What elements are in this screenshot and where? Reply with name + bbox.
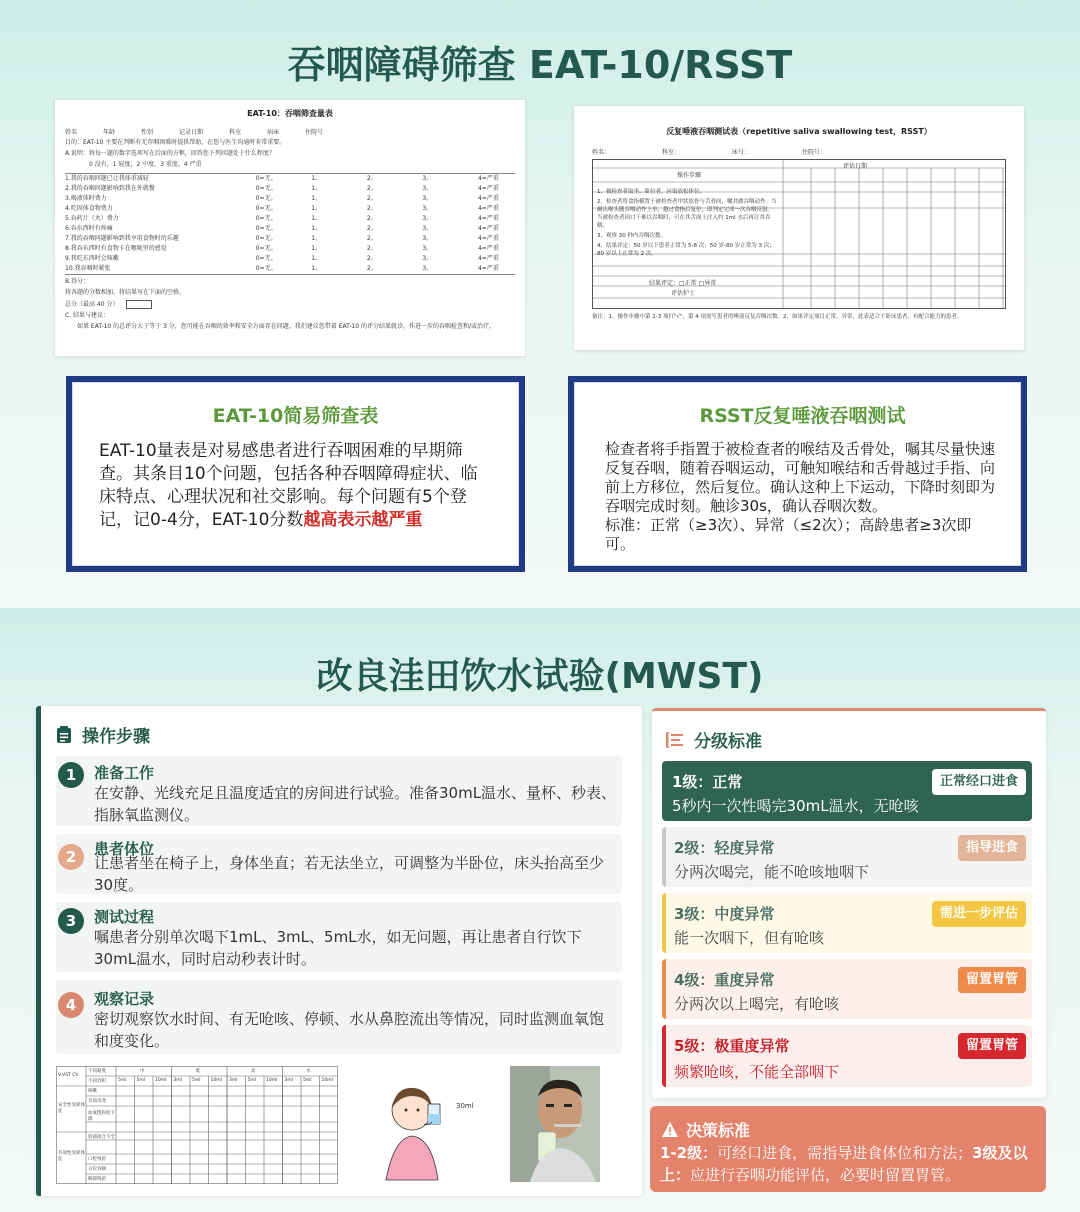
eat10-option: 2。: [366, 215, 377, 222]
eat10-option: 0=无。: [255, 245, 277, 252]
eat10-option: 0=无。: [255, 195, 277, 202]
eat10-doc-title: EAT-10：吞咽筛查量表: [247, 109, 333, 118]
cup-volume-label: 30ml: [456, 1102, 474, 1110]
vvst-volume-cell: 3ml: [173, 1078, 182, 1083]
grading-panel: [652, 708, 1046, 1098]
eat10-option: 1。: [311, 195, 322, 202]
grade-5-title: 5级：极重度异常: [674, 1037, 790, 1055]
eat10-card-highlight: 越高表示越严重: [303, 510, 423, 530]
eat10-meta-field: 姓名: [65, 129, 78, 136]
eat10-option: 0=无。: [255, 215, 277, 222]
vvst-efficacy-row: 分次吞咽: [88, 1167, 106, 1172]
vvst-safety-label: 安全性受损体征: [58, 1103, 85, 1114]
eat10-option: 3。: [422, 255, 433, 262]
vvst-corner: V-VST CV: [58, 1073, 79, 1078]
grade-1-title: 1级：正常: [672, 773, 743, 791]
eat10-total-label: 总分（最高 40 分）: [65, 300, 119, 308]
eat10-doc-meta: [65, 127, 515, 136]
decision-bold-2: 3级及以上：: [660, 1144, 1028, 1184]
eat10-option: 4=严重: [477, 235, 499, 242]
eat10-question-text: 7.我的吞咽问题影响到我享用食物时的乐趣: [65, 235, 179, 242]
vvst-safety-row: 咳嗽: [88, 1089, 97, 1094]
eat10-option: 2。: [366, 205, 377, 212]
eat10-option: 2。: [366, 245, 377, 252]
eat10-question-text: 6.吞东西时有疼痛: [65, 225, 113, 232]
decision-text-1: 可经口进食，需指导进食体位和方法；: [717, 1144, 973, 1162]
eat10-question-row: [65, 224, 515, 234]
decision-title: 决策标准: [686, 1121, 751, 1140]
rsst-card-standard: 标准：正常（≥3次）、异常（≤2次）；高龄患者≥3次即可。: [605, 516, 972, 553]
rsst-op-rows: [597, 188, 777, 260]
eat10-option: 3。: [422, 205, 433, 212]
eat10-option: 4=严重: [477, 245, 499, 252]
eat10-option: 3。: [422, 265, 433, 272]
grade-3-text: 能一次咽下，但有呛咳: [674, 929, 825, 947]
vvst-table-labels: [56, 1066, 338, 1184]
drinking-illustration: [356, 1064, 496, 1184]
eat10-question-text: 5.吞药片（丸）费力: [65, 215, 119, 222]
decision-bold-1: 1-2级：: [660, 1144, 718, 1162]
rsst-card-text: 检查者将手指置于被检查者的喉结及舌骨处，嘱其尽量快速反复吞咽，随着吞咽运动，可触知喉结和舌骨越过手指、向前上方移位，然后复位。确认这种上下运动，下降时刻即为吞咽完成时刻。触诊30s，确认吞咽次数。: [605, 440, 996, 515]
step-4-number: 4: [58, 992, 84, 1018]
eat10-option: 4=严重: [477, 225, 499, 232]
vvst-volume-cell: 5ml: [247, 1078, 256, 1083]
vvst-volume-cell: 3ml: [229, 1078, 238, 1083]
eat10-option: 2。: [366, 175, 377, 182]
eat10-question-row: [65, 234, 515, 244]
grade-5: [662, 1025, 1032, 1087]
vvst-volume-cell: 5ml: [303, 1078, 312, 1083]
list-icon: [666, 732, 684, 748]
rsst-conclusion: 结果评定：□正常 □异常: [649, 280, 717, 287]
eat10-option: 4=严重: [477, 265, 499, 272]
eat10-option: 1。: [311, 205, 322, 212]
rsst-op-row: 2、检查者将食指横置于被检查者甲状软骨与舌骨间，嘱其做吞咽动作。当确认喉头随吞咽动作上举、越过食指后复位，即判定完成一次吞咽反射。当被检查者因口干难以吞咽时，可在其舌面上注入约 1ml 水后再让其吞咽。: [597, 199, 777, 229]
eat10-card-text: EAT-10量表是对易感患者进行吞咽困难的早期筛查。其条目10个问题，包括各种吞咽障碍症状、临床特点、心理状况和社交影响。每个问题有5个登记，记0-4分，EAT-10分数: [99, 441, 478, 530]
grade-5-badge: 留置胃管: [958, 1033, 1026, 1059]
eat10-option: 2。: [366, 265, 377, 272]
eat10-meta-field: 性别: [141, 129, 154, 136]
eat10-option: 2。: [366, 255, 377, 262]
vvst-volume-cell: 10ml: [266, 1078, 278, 1083]
section-title-mwst: 改良洼田饮水试验(MWST): [316, 656, 764, 697]
eat10-option: 0=无。: [255, 225, 277, 232]
eat10-doc-scale: 0 没有，1 轻度，2 中度，3 重度，4 严重: [89, 161, 202, 168]
warning-icon: [662, 1122, 678, 1137]
eat10-option: 3。: [422, 195, 433, 202]
steps-heading: 操作步骤: [82, 727, 150, 747]
vvst-efficacy-row: 口腔残留: [88, 1157, 106, 1162]
step-2-text: 让患者坐在椅子上，身体坐直；若无法坐立，可调整为半卧位，床头抬高至少30度。: [94, 854, 605, 894]
eat10-question-row: [65, 254, 515, 264]
eat10-option: 1。: [311, 225, 322, 232]
grade-1-badge: 正常经口进食: [932, 769, 1026, 795]
eat10-question-text: 3.喝液体时费力: [65, 195, 107, 202]
rsst-op-row: 1、被检查者取坐、卧位者，应取放松体位。: [597, 189, 706, 195]
eat10-option: 4=严重: [477, 185, 499, 192]
eat10-option: 3。: [422, 175, 433, 182]
eat10-card: [66, 376, 525, 572]
eat10-question-text: 8.我吞东西时有食物卡在喉咙里的感觉: [65, 245, 167, 252]
eat10-option: 3。: [422, 185, 433, 192]
vvst-volume-label: 不同容积: [88, 1079, 106, 1084]
clipboard-icon: [56, 726, 72, 744]
eat10-result-head: C. 结果与建议：: [65, 312, 110, 319]
eat10-doc-purpose: 目的：EAT-10 主要在判断有无存咽困难时提供帮助，在您与医生沟通时非常重要。: [65, 139, 286, 146]
eat10-question-text: 9.我吃东西时会咳嗽: [65, 255, 119, 262]
step-3-title: 测试过程: [94, 908, 155, 926]
grade-2-badge: 指导进食: [958, 835, 1026, 861]
vvst-table: [56, 1066, 338, 1184]
eat10-option: 4=严重: [477, 205, 499, 212]
eat10-option: 1。: [311, 185, 322, 192]
eat10-question-text: 10.我吞咽时紧张: [65, 265, 111, 272]
eat10-option: 1。: [311, 255, 322, 262]
rsst-evaluator: 评估护士: [671, 290, 696, 297]
eat10-option: 2。: [366, 195, 377, 202]
eat10-option: 0=无。: [255, 265, 277, 272]
eat10-meta-field: 住院号: [305, 129, 324, 136]
vvst-volume-cell: 3ml: [284, 1078, 293, 1083]
vvst-group-label: 低: [195, 1069, 201, 1074]
eat10-option: 4=严重: [477, 195, 499, 202]
rsst-meta-field: 姓名：: [592, 149, 611, 156]
eat10-option: 1。: [311, 175, 322, 182]
step-4-text: 密切观察饮水时间、有无呛咳、停顿、水从鼻腔流出等情况，同时监测血氧饱和度变化。: [94, 1010, 605, 1050]
eat10-question-row: [65, 184, 515, 194]
grade-2-text: 分两次喝完，能不呛咳地咽下: [674, 863, 870, 881]
step-1-text: 在安静、光线充足且温度适宜的房间进行试验。准备30mL温水、量杯、秒表、指脉氧监测仪。: [94, 784, 617, 824]
eat10-meta-field: 科室: [229, 129, 242, 136]
vvst-volume-cell: 5ml: [118, 1078, 127, 1083]
eat10-option: 0=无。: [255, 205, 277, 212]
rsst-card: [568, 376, 1027, 572]
eat10-question-row: [65, 194, 515, 204]
grade-4: [662, 959, 1032, 1019]
eat10-option: 0=无。: [255, 255, 277, 262]
grade-3-badge: 需进一步评估: [932, 901, 1026, 927]
vvst-efficacy-row: 咽部残留: [88, 1177, 106, 1182]
vvst-group-label: 水: [306, 1069, 312, 1074]
eat10-option: 0=无。: [255, 185, 277, 192]
section-title-screening: 吞咽障碍筛查 EAT-10/RSST: [287, 43, 793, 87]
grade-2: [662, 827, 1032, 887]
eat10-question-row: [65, 264, 515, 274]
rsst-meta-field: 科室：: [662, 149, 681, 156]
eat10-total-box: [126, 300, 152, 309]
eat10-option: 3。: [422, 225, 433, 232]
grade-4-title: 4级：重度异常: [674, 971, 775, 989]
eat10-question-row: [65, 214, 515, 224]
eat10-meta-field: 年龄: [103, 129, 116, 136]
step-1-number: 1: [58, 762, 84, 788]
decision-text-2: 应进行吞咽功能评估，必要时留置胃管。: [690, 1166, 961, 1184]
rsst-doc-title: 反复唾液吞咽测试表（repetitive saliva swallowing test，RSST）: [666, 127, 932, 136]
grade-2-title: 2级：轻度异常: [674, 839, 775, 857]
eat10-option: 4=严重: [477, 215, 499, 222]
step-2-number: 2: [58, 844, 84, 870]
eat10-option: 1。: [311, 235, 322, 242]
rsst-op-row: 3、观察 30 秒内吞咽次数。: [597, 233, 666, 239]
eat10-question-text: 2.我的吞咽问题影响到我在外就餐: [65, 185, 155, 192]
vvst-volume-cell: 5ml: [136, 1078, 145, 1083]
eat10-option: 1。: [311, 245, 322, 252]
grade-1-text: 5秒内一次性喝完30mL温水，无呛咳: [672, 797, 919, 815]
rsst-op-head: 操作步骤: [677, 172, 702, 179]
rsst-table: [592, 159, 1006, 309]
eat10-question-text: 4.吃固体食物费力: [65, 205, 113, 212]
eat10-meta-field: 病床: [267, 129, 280, 136]
eat10-option: 1。: [311, 215, 322, 222]
eat10-option: 1。: [311, 265, 322, 272]
eat10-option: 2。: [366, 235, 377, 242]
vvst-volume-cell: 10ml: [321, 1078, 333, 1083]
eat10-result-text: 如果 EAT-10 的总评分大于等于 3 分，您可能在吞咽的效率和安全方面存在问题。我们建议您带着 EAT-10 的评分结果就诊，作进一步的吞咽检查和/或治疗。: [77, 323, 495, 330]
step-3-text: 嘱患者分别单次喝下1mL、3mL、5mL水，如无问题，再让患者自行饮下30mL温水，同时启动秒表计时。: [94, 928, 582, 968]
eat10-question-text: 1.我的吞咽问题已让我体重减轻: [65, 175, 149, 182]
vvst-group-label: 高: [251, 1069, 256, 1074]
eat10-option: 3。: [422, 235, 433, 242]
vvst-safety-row: 音质改变: [88, 1099, 106, 1104]
grade-5-text: 频繁呛咳，不能全部咽下: [674, 1063, 840, 1081]
rsst-doc-meta: [592, 147, 1006, 156]
grade-4-badge: 留置胃管: [958, 967, 1026, 993]
patient-photo: [510, 1066, 600, 1182]
eat10-option: 0=无。: [255, 175, 277, 182]
grade-3-title: 3级：中度异常: [674, 905, 775, 923]
grade-4-text: 分两次以上喝完，有呛咳: [674, 995, 840, 1013]
rsst-meta-field: 住院号：: [802, 149, 827, 156]
grade-1: [662, 761, 1032, 821]
eat10-question-row: [65, 204, 515, 214]
eat10-question-list: [65, 173, 515, 275]
eat10-question-row: [65, 244, 515, 254]
vvst-efficacy-label: 有效性受损体征: [58, 1151, 85, 1162]
eat10-option: 4=严重: [477, 255, 499, 262]
rsst-document: [574, 106, 1024, 350]
step-3-number: 3: [58, 908, 84, 934]
rsst-meta-field: 床号：: [732, 149, 751, 156]
vvst-consistency-label: 不同黏度: [88, 1069, 106, 1074]
steps-panel: [36, 706, 642, 1196]
step-1: [56, 756, 622, 826]
step-1-title: 准备工作: [94, 764, 155, 782]
vvst-volume-cell: 10ml: [155, 1078, 167, 1083]
eat10-option: 2。: [366, 185, 377, 192]
step-2: [56, 834, 622, 894]
eat10-option: 4=严重: [477, 175, 499, 182]
eat10-meta-field: 记录日期: [179, 129, 204, 136]
grade-3: [662, 893, 1032, 953]
eat10-question-row: [65, 174, 515, 184]
step-3: [56, 902, 622, 972]
grading-heading: 分级标准: [694, 732, 762, 752]
eat10-option: 2。: [366, 225, 377, 232]
eat10-option: 3。: [422, 245, 433, 252]
vvst-efficacy-row: 唇部闭合不全: [88, 1135, 115, 1140]
eat10-card-title: EAT-10简易筛查表: [212, 405, 379, 427]
rsst-op-row: 4、结果评定：50 岁以下患者正常为 5-8 次；50 岁-80 岁正常为 3 次；80 岁以上正常为 2 次。: [597, 243, 775, 257]
step-4-title: 观察记录: [94, 990, 155, 1008]
vvst-safety-row: 血氧饱和度下降: [88, 1111, 115, 1122]
rsst-note: 备注：1、操作步骤中第 1-3 项打"√"，第 4 项需写患者的唾液反复吞咽次数。2、如果评定项目正常，异常，此表适合于卧床患者，有配合能力的患者。: [592, 314, 963, 320]
decision-box: [650, 1106, 1046, 1192]
decision-text: [660, 1142, 1040, 1186]
eat10-score-instruction: 将各题的分数相加，将结果写在下面的空格。: [65, 289, 186, 296]
eat10-option: 3。: [422, 215, 433, 222]
eat10-doc-instruction: A.说明：将每一题的数字选项写在后面的方框，回答您下列问题处于什么程度？: [65, 150, 275, 157]
vvst-volume-cell: 5ml: [192, 1078, 201, 1083]
vvst-volume-cell: 10ml: [210, 1078, 222, 1083]
eat10-option: 0=无。: [255, 235, 277, 242]
eat10-document: [55, 100, 525, 356]
rsst-card-title: RSST反复唾液吞咽测试: [699, 405, 906, 427]
step-4: [56, 980, 622, 1054]
step-2-title: 患者体位: [94, 840, 155, 858]
vvst-group-label: 中: [140, 1069, 145, 1074]
rsst-eval-date: 评估日期: [843, 163, 868, 170]
eat10-score-head: B.得分：: [65, 278, 90, 285]
